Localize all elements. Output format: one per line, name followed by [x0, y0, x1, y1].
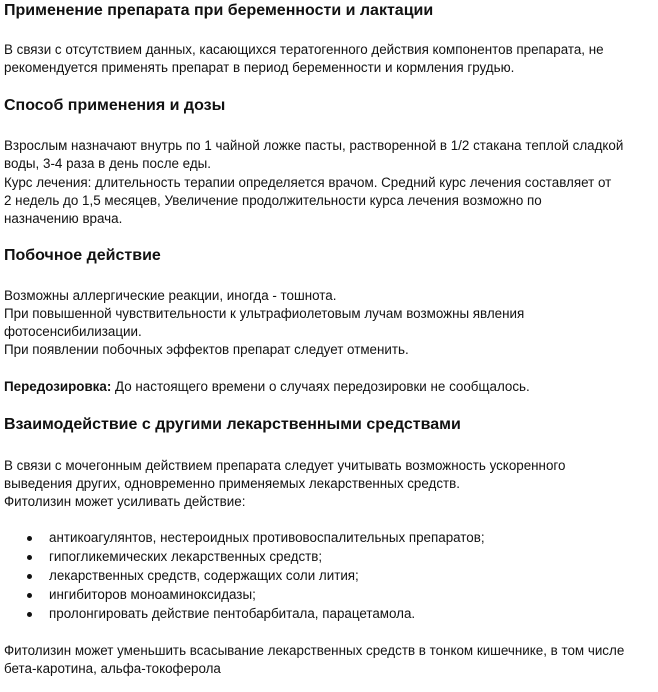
interactions-text-line-3: Фитолизин может усиливать действие: [4, 494, 246, 509]
overdose-text: До настоящего времени о случаях передозировки не сообщалось. [111, 379, 530, 394]
dosage-text-line-1: Взрослым назначают внутрь по 1 чайной ложке пасты, растворенной в 1/2 стакана теплой сладкой [4, 138, 624, 153]
dosage-text-line-5: назначению врача. [4, 211, 123, 226]
side-effects-text-line-4: При появлении побочных эффектов препарат следует отменить. [4, 342, 409, 357]
dosage-text-line-3: Курс лечения: длительность терапии определяется врачом. Средний курс лечения составляет от [4, 175, 612, 190]
interactions-text-line-1: В связи с мочегонным действием препарата следует учитывать возможность ускоренного [4, 458, 566, 473]
heading-dosage: Способ применения и дозы [4, 97, 226, 114]
list-item: ингибиторов моноаминоксидазы; [49, 587, 256, 602]
bullet-icon [27, 536, 32, 541]
heading-interactions: Взаимодействие с другими лекарственными средствами [4, 416, 461, 433]
overdose-paragraph [4, 378, 530, 396]
side-effects-text-line-2: При повышенной чувствительности к ультрафиолетовым лучам возможны явления [4, 306, 525, 321]
list-item: антикоагулянтов, нестероидных противовоспалительных препаратов; [49, 530, 485, 545]
bullet-icon [27, 574, 32, 579]
bullet-icon [27, 593, 32, 598]
bullet-icon [27, 555, 32, 560]
closing-text-line-1: Фитолизин может уменьшить всасывание лекарственных средств в тонком кишечнике, в том числе [4, 643, 625, 658]
dosage-text-line-4: 2 недель до 1,5 месяцев, Увеличение продолжительности курса лечения возможно по [4, 193, 542, 208]
pregnancy-text-line-2: рекомендуется применять препарат в период беременности и кормления грудью. [4, 60, 515, 75]
pregnancy-text-line-1: В связи с отсутствием данных, касающихся тератогенного действия компонентов препарата, не [4, 42, 604, 57]
list-item: лекарственных средств, содержащих соли лития; [49, 568, 359, 583]
heading-side-effects: Побочное действие [4, 247, 161, 264]
side-effects-text-line-3: фотосенсибилизации. [4, 324, 142, 339]
dosage-text-line-2: воды, 3-4 раза в день после еды. [4, 156, 211, 171]
list-item: пролонгировать действие пентобарбитала, парацетамола. [49, 606, 416, 621]
bullet-icon [27, 612, 32, 617]
closing-text-line-2: бета-каротина, альфа-токоферола [4, 661, 221, 676]
side-effects-text-line-1: Возможны аллергические реакции, иногда - тошнота. [4, 288, 337, 303]
overdose-label: Передозировка: [4, 379, 112, 394]
interactions-text-line-2: выведения других, одновременно применяемых лекарственных средств. [4, 476, 461, 491]
heading-pregnancy: Применение препарата при беременности и лактации [4, 2, 434, 19]
list-item: гипогликемических лекарственных средств; [49, 549, 323, 564]
